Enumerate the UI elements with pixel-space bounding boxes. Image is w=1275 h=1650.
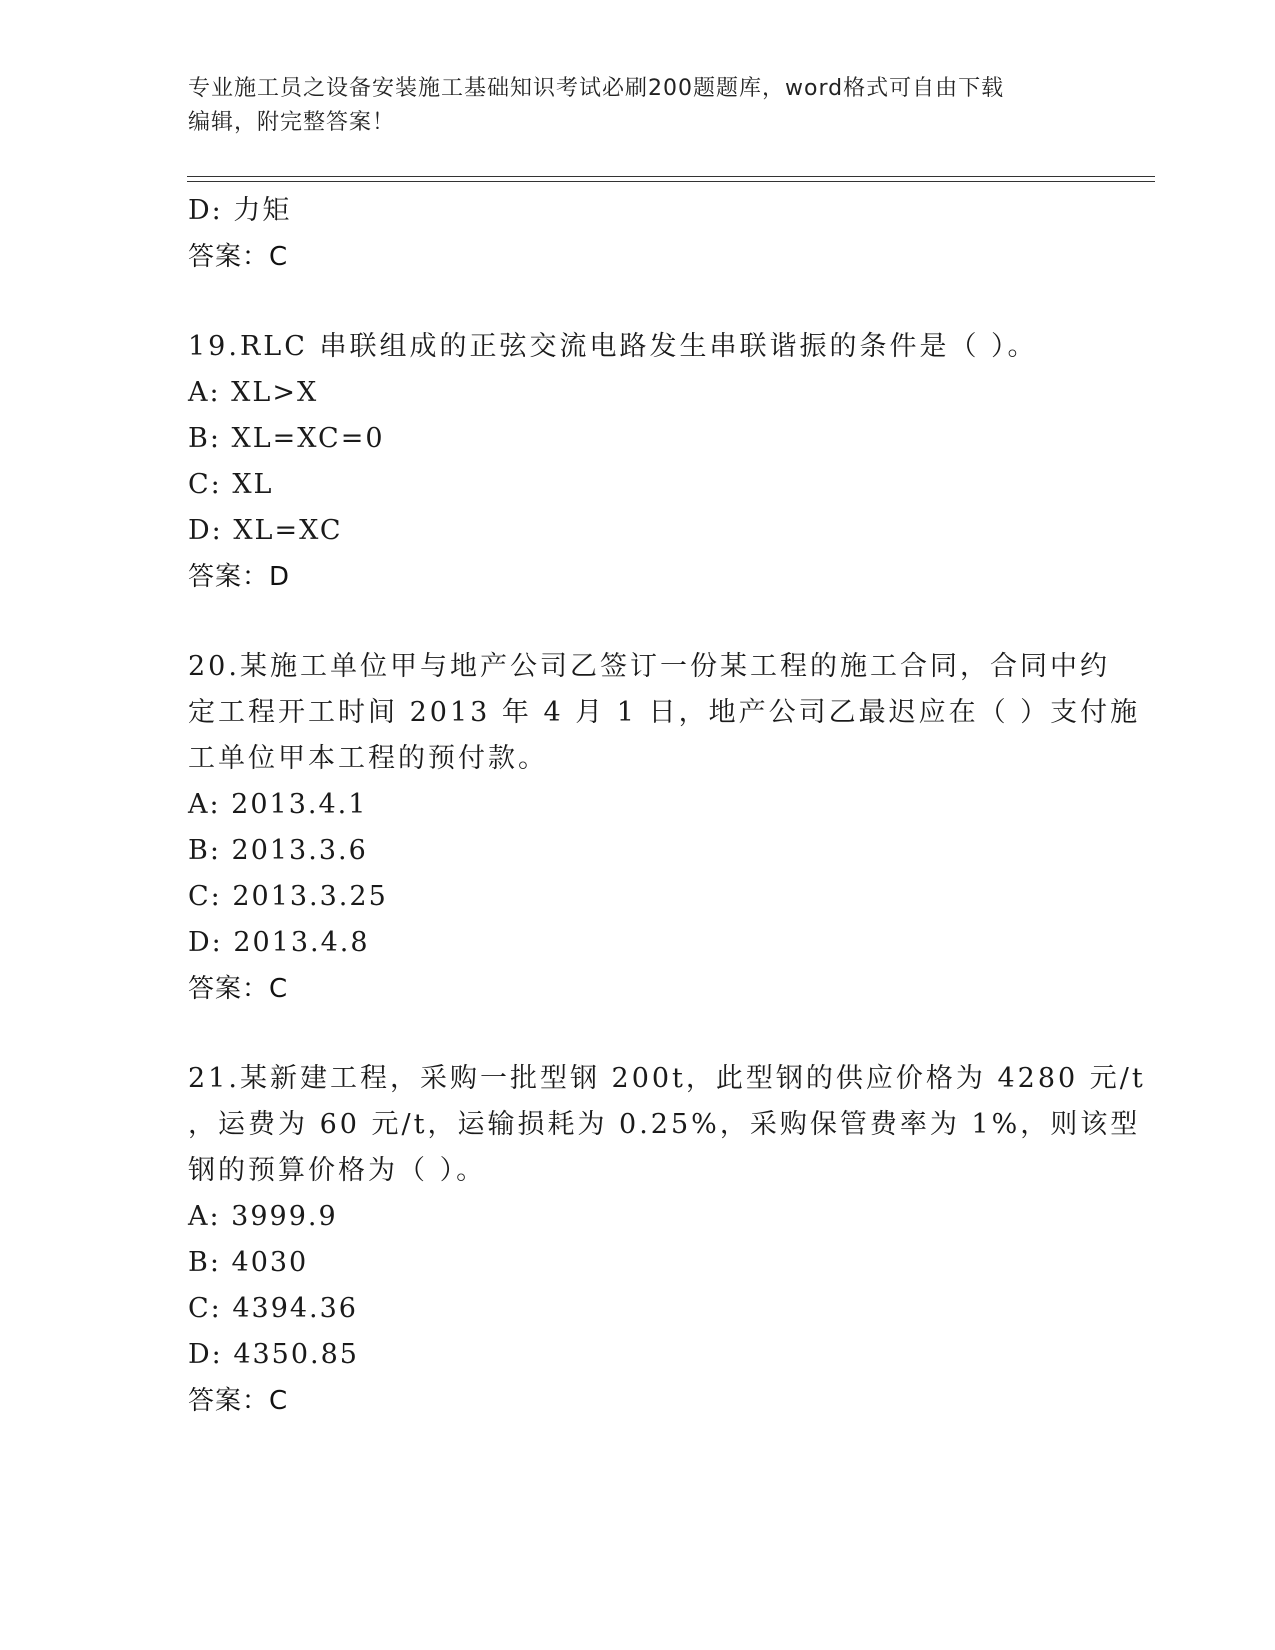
option-a: A: XL>X bbox=[188, 377, 319, 408]
spacer bbox=[188, 280, 1088, 324]
header-divider-bottom bbox=[187, 181, 1155, 182]
option-a: A: 3999.9 bbox=[188, 1201, 338, 1232]
answer-line: 答案：C bbox=[188, 242, 289, 272]
answer-line: 答案：C bbox=[188, 974, 289, 1004]
question-19 bbox=[188, 324, 1088, 600]
option-a: A: 2013.4.1 bbox=[188, 789, 368, 820]
question-stem: 19.RLC 串联组成的正弦交流电路发生串联谐振的条件是（ ）。 bbox=[188, 331, 1038, 362]
option-b: B: 2013.3.6 bbox=[188, 835, 368, 866]
question-21 bbox=[188, 1056, 1146, 1424]
question-stem-line-3: 工单位甲本工程的预付款。 bbox=[188, 743, 548, 774]
option-d: D: XL=XC bbox=[188, 515, 343, 546]
answer-line: 答案：C bbox=[188, 1386, 289, 1416]
option-b: B: XL=XC=0 bbox=[188, 423, 385, 454]
option-c: C: XL bbox=[188, 469, 274, 500]
question-stem-line-3: 钢的预算价格为（ ）。 bbox=[188, 1155, 487, 1186]
document-header bbox=[188, 72, 1068, 140]
header-line-2: 编辑，附完整答案！ bbox=[188, 110, 396, 135]
question-20 bbox=[188, 644, 1141, 1012]
option-c: C: 4394.36 bbox=[188, 1293, 358, 1324]
question-stem-line-1: 20.某施工单位甲与地产公司乙签订一份某工程的施工合同，合同中约 bbox=[188, 651, 1110, 682]
option-d: D: 2013.4.8 bbox=[188, 927, 370, 958]
option-b: B: 4030 bbox=[188, 1247, 309, 1278]
option-c: C: 2013.3.25 bbox=[188, 881, 388, 912]
header-line-1: 专业施工员之设备安装施工基础知识考试必刷200题题库，word格式可自由下载 bbox=[188, 76, 1005, 101]
spacer bbox=[188, 1012, 1088, 1056]
question-stem-line-2: 定工程开工时间 2013 年 4 月 1 日，地产公司乙最迟应在（ ）支付施 bbox=[188, 697, 1141, 728]
answer-line: 答案：D bbox=[188, 562, 291, 592]
option-d: D: 4350.85 bbox=[188, 1339, 359, 1370]
question-stem-line-1: 21.某新建工程，采购一批型钢 200t，此型钢的供应价格为 4280 元/t bbox=[188, 1063, 1146, 1094]
option-d: D: 力矩 bbox=[188, 195, 292, 226]
question-stem-line-2: ，运费为 60 元/t，运输损耗为 0.25%，采购保管费率为 1%，则该型 bbox=[188, 1109, 1141, 1140]
header-divider-top bbox=[187, 176, 1155, 177]
document-body bbox=[188, 188, 1146, 1424]
spacer bbox=[188, 600, 1088, 644]
